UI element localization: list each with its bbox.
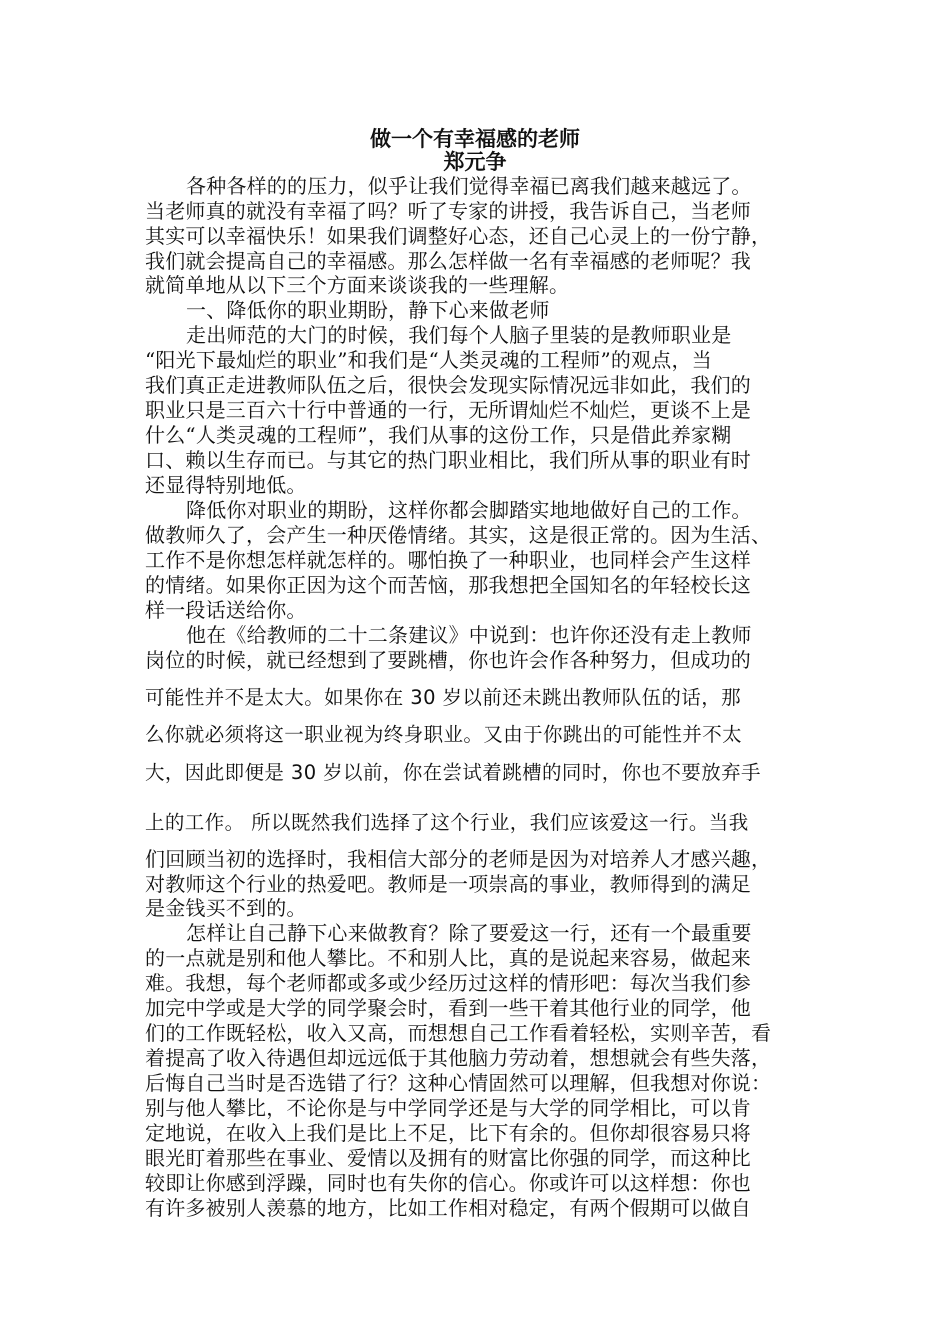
text-line: 可能性并不是太大。如果你在 30 岁以前还未跳出教师队伍的话，那	[145, 686, 742, 709]
text-line: 怎样让自己静下心来做教育？除了要爱这一行，还有一个最重要	[186, 921, 752, 945]
text-line: 岗位的时候，就已经想到了要跳槽，你也许会作各种努力，但成功的	[145, 648, 751, 672]
text-line: 眼光盯着那些在事业、爱情以及拥有的财富比你强的同学，而这种比	[145, 1146, 751, 1170]
text-line: 工作不是你想怎样就怎样的。哪怕换了一种职业，也同样会产生这样	[145, 548, 751, 572]
text-line: 么你就必须将这一职业视为终身职业。又由于你跳出的可能性并不太	[145, 723, 743, 746]
text-line: 难。我想，每个老师都或多或少经历过这样的情形吧：每次当我们参	[145, 971, 751, 995]
text-line: 后悔自己当时是否选错了行？这种心情固然可以理解，但我想对你说：	[145, 1071, 772, 1095]
text-line: 什么“人类灵魂的工程师”，我们从事的这份工作，只是借此养家糊	[145, 423, 732, 447]
text-line: 较即让你感到浮躁，同时也有失你的信心。你或许可以这样想：你也	[145, 1171, 751, 1195]
text-line: 当老师真的就没有幸福了吗？听了专家的讲授，我告诉自己，当老师	[145, 199, 751, 223]
text-line: 着提高了收入待遇但却远远低于其他脑力劳动着，想想就会有些失落，	[145, 1046, 772, 1070]
text-line: 他在《给教师的二十二条建议》中说到：也许你还没有走上教师	[186, 623, 752, 647]
section-heading: 一、降低你的职业期盼，静下心来做老师	[186, 298, 550, 322]
text-line: 加完中学或是大学的同学聚会时，看到一些干着其他行业的同学，他	[145, 996, 751, 1020]
text-line: 别与他人攀比，不论你是与中学同学还是与大学的同学相比，可以肯	[145, 1096, 751, 1120]
text-line: 还显得特别地低。	[145, 473, 307, 497]
text-line: 们的工作既轻松，收入又高，而想想自己工作看着轻松，实则辛苦，看	[145, 1021, 772, 1045]
text-line: 职业只是三百六十行中普通的一行，无所谓灿烂不灿烂，更谈不上是	[145, 398, 751, 422]
text-line: 大，因此即便是 30 岁以前，你在尝试着跳槽的同时，你也不要放弃手	[145, 761, 761, 784]
text-line: 对教师这个行业的热爱吧。教师是一项崇高的事业，教师得到的满足	[145, 872, 751, 896]
text-line: 的一点就是别和他人攀比。不和别人比，真的是说起来容易，做起来	[145, 946, 751, 970]
text-line: 我们就会提高自己的幸福感。那么怎样做一名有幸福感的老师呢？我	[145, 249, 751, 273]
text-line: “阳光下最灿烂的职业”和我们是“人类灵魂的工程师”的观点，当	[145, 348, 712, 372]
text-line: 走出师范的大门的时候，我们每个人脑子里装的是教师职业是	[186, 323, 732, 347]
text-line: 降低你对职业的期盼，这样你都会脚踏实地地做好自己的工作。	[186, 498, 752, 522]
text-line: 样一段话送给你。	[145, 598, 307, 622]
text-line: 有许多被别人羡慕的地方，比如工作相对稳定，有两个假期可以做自	[145, 1196, 751, 1220]
text-line: 做教师久了，会产生一种厌倦情绪。其实，这是很正常的。因为生活、	[145, 523, 772, 547]
text-line: 我们真正走进教师队伍之后，很快会发现实际情况远非如此，我们的	[145, 373, 751, 397]
text-line: 各种各样的的压力，似乎让我们觉得幸福已离我们越来越远了。	[186, 174, 752, 198]
text-line: 上的工作。 所以既然我们选择了这个行业，我们应该爱这一行。当我	[145, 811, 749, 834]
text-line: 们回顾当初的选择时，我相信大部分的老师是因为对培养人才感兴趣，	[145, 847, 772, 871]
text-line: 其实可以幸福快乐！如果我们调整好心态，还自己心灵上的一份宁静，	[145, 224, 772, 248]
author-name: 郑元争	[443, 149, 507, 174]
text-line: 定地说，在收入上我们是比上不足，比下有余的。但你却很容易只将	[145, 1121, 751, 1145]
text-line: 就简单地从以下三个方面来谈谈我的一些理解。	[145, 273, 570, 297]
document-title: 做一个有幸福感的老师	[370, 126, 580, 151]
text-line: 口、赖以生存而已。与其它的热门职业相比，我们所从事的职业有时	[145, 448, 751, 472]
text-line: 的情绪。如果你正因为这个而苦恼，那我想把全国知名的年轻校长这	[145, 573, 751, 597]
text-line: 是金钱买不到的。	[145, 896, 307, 920]
